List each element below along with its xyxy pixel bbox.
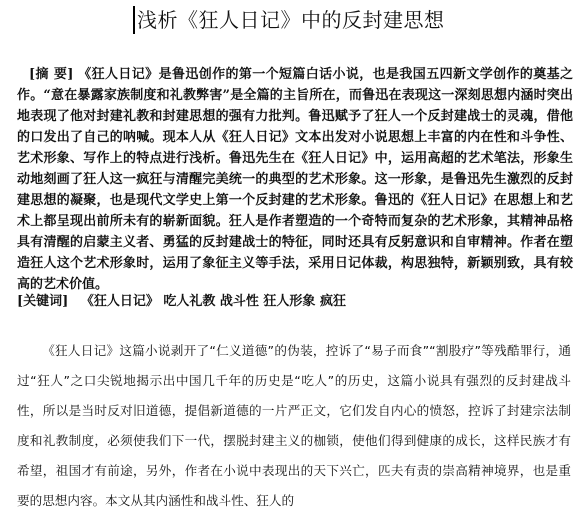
abstract-text: 《狂人日记》是鲁迅创作的第一个短篇白话小说，也是我国五四新文学创作的奠基之作。“意在暴露家族制度和礼教弊害”是全篇的主旨所在，而鲁迅在表现这一深刻思想内涵时突出地表现了他对封建礼教和封建思想的强有力批判。鲁迅赋予了狂人一个反封建战士的灵魂，借他的口发出了自己的呐喊。现本人从《狂人日记》文本出发对小说思想上丰富的内在性和斗争性、艺术形象、写作上的特点进行浅析。鲁迅先生在《狂人日记》中，运用高超的艺术笔法，形象生动地刻画了狂人这一疯狂与清醒完美统一的典型的艺术形象。这一形象，是鲁迅先生激烈的反封建思想的凝聚，也是现代文学史上第一个反封建的艺术形象。鲁迅的《狂人日记》在思想上和艺术上都呈现出前所未有的崭新面貌。狂人是作者塑造的一个奇特而复杂的艺术形象，其精神品格具有清醒的启蒙主义者、勇猛的反封建战士的特征，同时还具有反躬意识和自审精神。作者在塑造狂人这个艺术形象时，运用了象征主义等手法，采用日记体裁，构思独特，新颖别致，具有较高的艺术价值。 <box>17 67 574 292</box>
document-title: 浅析《狂人日记》中的反封建思想 <box>137 8 445 32</box>
abstract-paragraph <box>17 64 573 295</box>
abstract-label: [摘 要] <box>29 67 74 82</box>
keywords-line <box>17 291 573 312</box>
keywords-text: 《狂人日记》 吃人礼教 战斗性 狂人形象 疯狂 <box>80 294 346 309</box>
keywords-label: [关键词] <box>17 294 69 309</box>
body-paragraph: 《狂人日记》这篇小说剥开了“仁义道德”的伪装，控诉了“易子而食”“割股疗”等残酷罪行，通过“狂人”之口尖锐地揭示出中国几千年的历史是“吃人”的历史，这篇小说具有强烈的反封建战斗性，所以是当时反对旧道德，提倡新道德的一片严正文，它们发自内心的愤怒，控诉了封建宗法制度和礼教制度，必须使我们下一代，摆脱封建主义的枷锁，使他们得到健康的成长，这样民族才有希望，祖国才有前途，另外，作者在小说中表现出的天下兴亡，匹夫有责的崇高精神境界，也是重要的思想内容。本文从其内涵性和战斗性、狂人的 <box>17 343 571 508</box>
text-cursor <box>133 6 135 34</box>
